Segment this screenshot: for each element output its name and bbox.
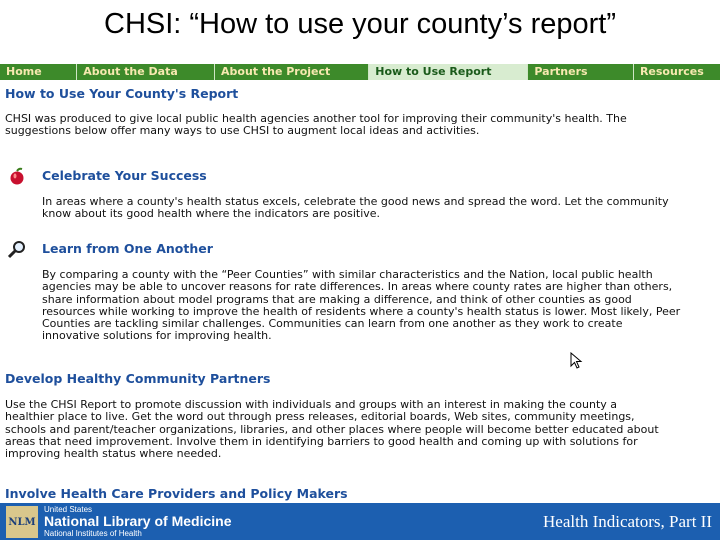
footer-line-3: National Institutes of Health [44,529,142,538]
nav-how-to-use-report[interactable]: How to Use Report [369,64,528,80]
slide-title: CHSI: “How to use your county’s report” [104,8,616,40]
section-heading-providers: Involve Health Care Providers and Policy Makers [5,486,348,501]
section-text-celebrate: In areas where a county's health status excels, celebrate the good news and spread the word. Let the community know about its good health where the indicators are positive. [42,195,669,221]
nav-about-project[interactable]: About the Project [215,64,369,80]
section-heading-learn: Learn from One Another [42,241,213,256]
mouse-pointer-icon [570,352,584,374]
report-content [5,84,715,501]
section-heading-celebrate: Celebrate Your Success [42,168,207,183]
intro-paragraph: CHSI was produced to give local public health agencies another tool for improving their community's health. The suggestions below offer many ways to use CHSI to augment local ideas and activities. [5,112,627,137]
footer-line-1: United States [44,505,93,514]
nlm-logo: NLM [6,506,38,538]
page-heading: How to Use Your County's Report [5,86,239,101]
nav-resources[interactable]: Resources [639,65,704,78]
section-text-learn: By comparing a county with the “Peer Counties” with similar characteristics and the Nation, local public health agencies may be able to uncover reasons for rate differences. In areas where county rates are higher than others, share information about model programs that are making a difference, and think of other counties as good resources while working to improve the health of residents where a county's health status is lower. Most likely, Peer Counties are tackling similar challenges. Communities can learn from one another as they work to create innovative solutions for improving health. [42,268,681,343]
magnifier-icon [7,240,31,260]
nlm-footer [0,503,720,540]
footer-caption: Health Indicators, Part II [543,512,712,531]
nav-partners[interactable]: Partners [528,64,634,80]
section-heading-partners: Develop Healthy Community Partners [5,371,271,386]
nav-home[interactable]: Home [0,64,77,80]
footer-line-2: National Library of Medicine [44,513,232,529]
site-nav [0,64,720,80]
section-text-partners: Use the CHSI Report to promote discussion with individuals and groups with an interest in making the county a healthier place to live. Get the word out through press releases, editorial boards, Web sites, community meetings, schools and parent/teacher organizations, libraries, and other places where people will become better educated about areas that need improvement. Involve them in identifying barriers to good health and coming up with solutions for improving health status where needed. [5,398,659,461]
apple-icon [7,166,31,186]
nav-about-data[interactable]: About the Data [77,64,215,80]
